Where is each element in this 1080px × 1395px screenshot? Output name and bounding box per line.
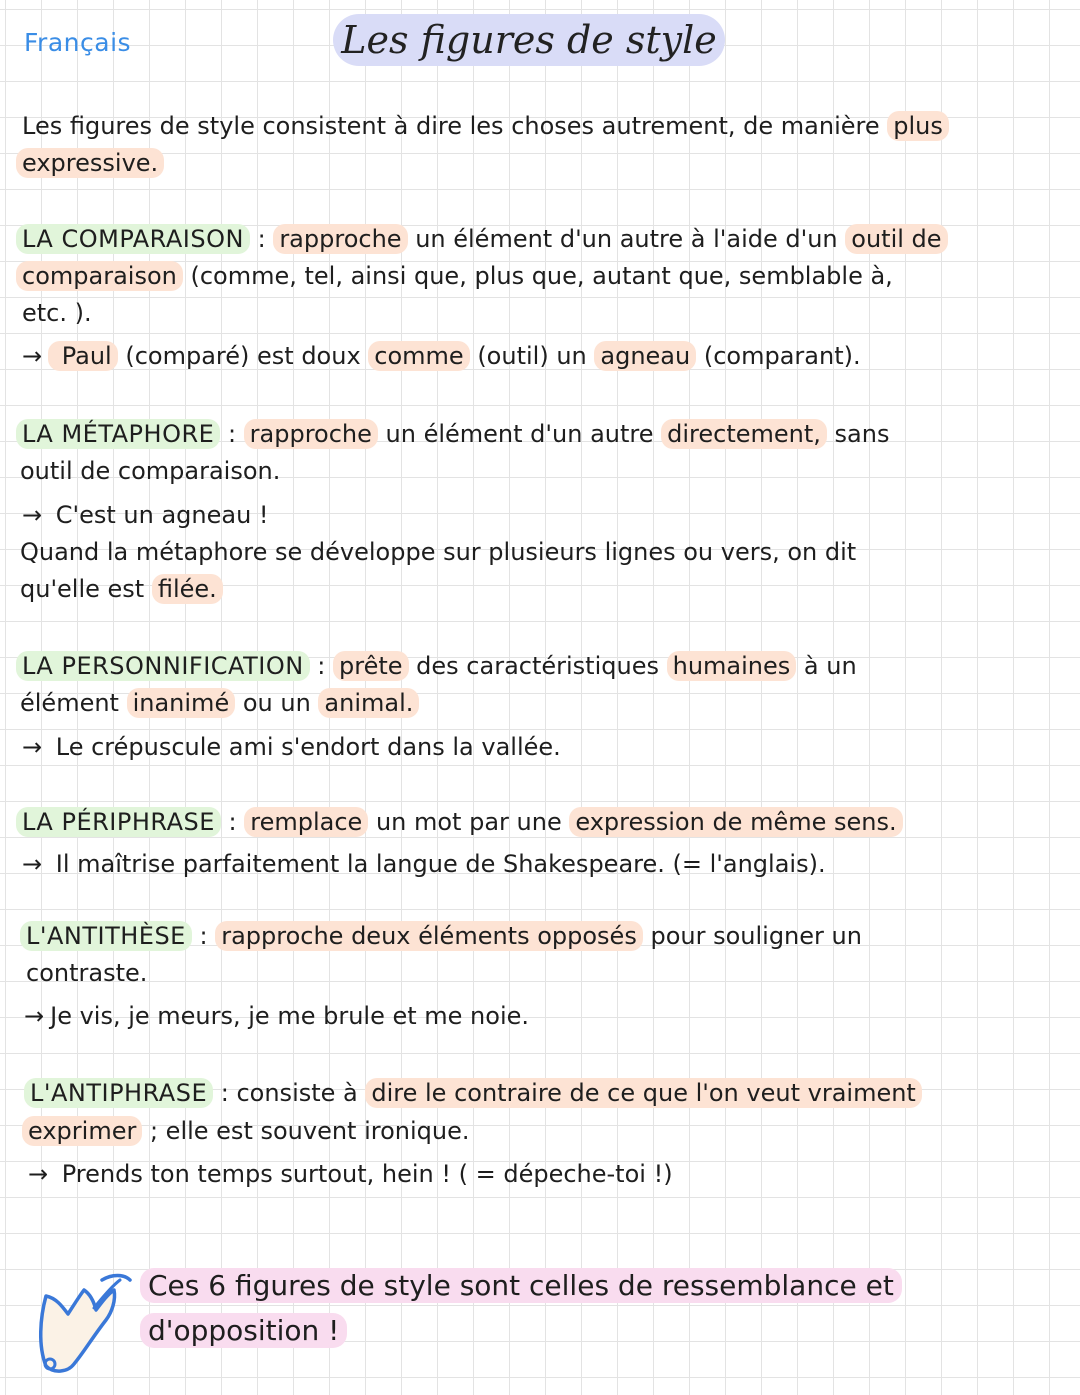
keyword-highlight: comparaison [16, 261, 183, 291]
page-title: Les figures de style [333, 14, 725, 66]
intro-line-2 [16, 148, 164, 178]
antithese-term: L'ANTITHÈSE [20, 921, 192, 951]
separator: : [249, 225, 274, 253]
intro-highlight: expressive. [16, 148, 164, 178]
keyword-highlight: humaines [667, 651, 797, 681]
comparaison-line-3 [22, 298, 92, 328]
subject-label: Français [24, 28, 132, 57]
keyword-highlight: animal. [318, 688, 419, 718]
metaphore-line-5 [20, 574, 223, 604]
comparaison-line-2 [16, 261, 893, 291]
definition-text: ; elle est souvent ironique. [142, 1117, 470, 1145]
arrow-right-icon: → [22, 501, 43, 529]
personnification-line-1 [16, 651, 857, 681]
definition-text: un élément d'un autre à l'aide d'un [407, 225, 846, 253]
definition-text: consiste à [236, 1079, 366, 1107]
definition-text: (comme, tel, ainsi que, plus que, autant que, semblable à, [182, 262, 893, 290]
separator: : [213, 1079, 237, 1107]
intro-line-1 [22, 111, 949, 141]
conclusion-line-1 [140, 1268, 902, 1304]
example-text: (outil) un [469, 342, 595, 370]
comparaison-term: LA COMPARAISON [16, 224, 250, 254]
personnification-term: LA PERSONNIFICATION [16, 651, 310, 681]
keyword-highlight: dire le contraire de ce que l'on veut vraiment [365, 1078, 921, 1108]
separator: : [191, 922, 216, 950]
intro-highlight: plus [887, 111, 949, 141]
arrow-right-icon: → [28, 1160, 49, 1188]
comparaison-example [22, 341, 861, 371]
antithese-line-1 [20, 921, 862, 951]
example-text: Je vis, je meurs, je me brule et me noie. [50, 1002, 530, 1030]
definition-text: Quand la métaphore se développe sur plusieurs lignes ou vers, on dit [20, 538, 857, 566]
keyword-highlight: prête [333, 651, 409, 681]
comparaison-line-1 [16, 224, 948, 254]
antiphrase-line-1 [24, 1078, 922, 1108]
example-text: Le crépuscule ami s'endort dans la vallée. [48, 733, 561, 761]
example-text: Il maîtrise parfaitement la langue de Shakespeare. (= l'anglais). [48, 850, 826, 878]
definition-text: ou un [235, 689, 319, 717]
example-text: Prends ton temps surtout, hein ! ( = dépeche-toi !) [54, 1160, 673, 1188]
metaphore-line-4 [20, 537, 856, 567]
definition-text: élément [20, 689, 127, 717]
conclusion-line-2 [140, 1313, 347, 1349]
periphrase-line-1 [16, 807, 903, 837]
keyword-highlight: exprimer [22, 1116, 142, 1146]
keyword-highlight: inanimé [127, 688, 236, 718]
conclusion-highlight: Ces 6 figures de style sont celles de ressemblance et [140, 1268, 902, 1303]
keyword-highlight: expression de même sens. [569, 807, 902, 837]
keyword-highlight: comme [368, 341, 469, 371]
metaphore-term: LA MÉTAPHORE [16, 419, 220, 449]
separator: : [220, 420, 244, 448]
intro-text: Les figures de style consistent à dire les choses autrement, de manière [22, 112, 888, 140]
definition-text: un mot par une [368, 808, 570, 836]
example-text: C'est un agneau ! [48, 501, 269, 529]
keyword-highlight: rapproche [273, 224, 407, 254]
separator: : [309, 652, 334, 680]
arrow-right-icon: → [22, 733, 43, 761]
keyword-highlight: remplace [244, 807, 368, 837]
pointing-hand-icon [32, 1268, 132, 1378]
definition-text: outil de comparaison. [20, 457, 281, 485]
antiphrase-term: L'ANTIPHRASE [24, 1078, 213, 1108]
definition-text: pour souligner un [642, 922, 862, 950]
example-text: (comparé) est doux [117, 342, 369, 370]
definition-text: sans [826, 420, 890, 448]
definition-text: à un [796, 652, 857, 680]
keyword-highlight: rapproche [244, 419, 378, 449]
antithese-example [24, 1001, 529, 1031]
keyword-highlight: outil de [845, 224, 947, 254]
definition-text: des caractéristiques [408, 652, 667, 680]
antiphrase-line-2 [22, 1116, 470, 1146]
arrow-right-icon: → [22, 850, 43, 878]
metaphore-line-1 [16, 419, 889, 449]
keyword-highlight: Paul [48, 341, 118, 371]
example-text: (comparant). [696, 342, 861, 370]
keyword-highlight: directement, [661, 419, 827, 449]
metaphore-example [22, 500, 269, 530]
personnification-line-2 [20, 688, 419, 718]
definition-text: un élément d'un autre [377, 420, 662, 448]
keyword-highlight: filée. [152, 574, 223, 604]
definition-text: qu'elle est [20, 575, 152, 603]
separator: : [220, 808, 245, 836]
keyword-highlight: rapproche deux éléments opposés [215, 921, 643, 951]
definition-text: etc. ). [22, 299, 92, 327]
periphrase-term: LA PÉRIPHRASE [16, 807, 221, 837]
arrow-right-icon: → [24, 1002, 45, 1030]
metaphore-line-2 [20, 456, 280, 486]
keyword-highlight: agneau [594, 341, 696, 371]
periphrase-example [22, 849, 826, 879]
definition-text: contraste. [26, 959, 148, 987]
personnification-example [22, 732, 561, 762]
conclusion-highlight: d'opposition ! [140, 1313, 347, 1348]
arrow-right-icon: → [22, 342, 43, 370]
antiphrase-example [28, 1159, 673, 1189]
antithese-line-2 [26, 958, 147, 988]
